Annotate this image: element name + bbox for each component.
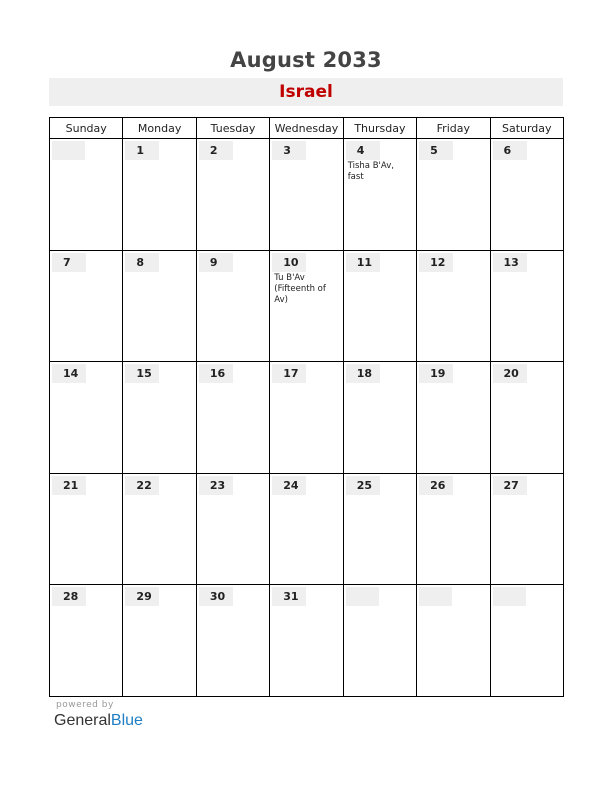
day-cell [343, 473, 416, 585]
weekday-wednesday: Wednesday [270, 118, 343, 139]
day-cell [196, 585, 269, 697]
weekday-thursday: Thursday [343, 118, 416, 139]
day-cell [417, 362, 490, 474]
day-number: 30 [199, 587, 233, 606]
day-number: 15 [125, 364, 159, 383]
day-number: 28 [52, 587, 86, 606]
weekday-friday: Friday [417, 118, 490, 139]
day-cell [417, 585, 490, 697]
day-number: 8 [125, 253, 159, 272]
day-number: 13 [493, 253, 527, 272]
calendar-title: August 2033 [230, 48, 382, 72]
day-number: 2 [199, 141, 233, 160]
generalblue-logo[interactable] [54, 712, 143, 730]
day-number: 18 [346, 364, 380, 383]
weekday-sunday: Sunday [50, 118, 123, 139]
day-number: 1 [125, 141, 159, 160]
day-number: 16 [199, 364, 233, 383]
weekday-tuesday: Tuesday [196, 118, 269, 139]
week-row [50, 585, 564, 697]
day-cell [50, 250, 123, 362]
day-cell [123, 473, 196, 585]
day-number: 29 [125, 587, 159, 606]
day-cell [196, 250, 269, 362]
day-cell [270, 250, 343, 362]
day-number: 10 [272, 253, 306, 272]
day-cell [50, 139, 123, 251]
day-cell [123, 250, 196, 362]
day-number: 31 [272, 587, 306, 606]
week-row [50, 473, 564, 585]
day-cell [343, 250, 416, 362]
day-number: 25 [346, 476, 380, 495]
day-cell [123, 585, 196, 697]
week-row [50, 362, 564, 474]
day-number [419, 587, 452, 606]
day-cell [196, 473, 269, 585]
day-number [493, 587, 526, 606]
day-cell [490, 139, 563, 251]
country-band [49, 78, 563, 106]
day-cell [417, 250, 490, 362]
day-number [346, 587, 379, 606]
day-number: 3 [272, 141, 306, 160]
day-cell [196, 139, 269, 251]
holiday-label: Tu B'Av (Fifteenth of Av) [274, 272, 326, 305]
day-cell [417, 473, 490, 585]
day-cell [343, 362, 416, 474]
day-number: 20 [493, 364, 527, 383]
calendar-grid [49, 117, 564, 697]
day-number: 6 [493, 141, 527, 160]
day-cell [50, 362, 123, 474]
day-number: 17 [272, 364, 306, 383]
day-cell [270, 473, 343, 585]
powered-by-text: powered by [56, 700, 114, 710]
day-cell [343, 585, 416, 697]
day-number: 19 [419, 364, 453, 383]
logo-blue: Blue [110, 712, 143, 729]
holiday-label: Tisha B'Av, fast [347, 161, 394, 182]
day-number: 27 [493, 476, 527, 495]
calendar-body [50, 139, 564, 697]
day-number: 4 [346, 141, 380, 160]
day-number: 21 [52, 476, 86, 495]
day-cell [123, 362, 196, 474]
day-number: 12 [419, 253, 453, 272]
day-number: 9 [199, 253, 233, 272]
weekday-saturday: Saturday [490, 118, 563, 139]
day-cell [50, 473, 123, 585]
day-cell [270, 362, 343, 474]
logo-general: General [54, 712, 111, 729]
day-number: 23 [199, 476, 233, 495]
day-cell [490, 362, 563, 474]
day-cell [343, 139, 416, 251]
day-number: 14 [52, 364, 86, 383]
day-cell [50, 585, 123, 697]
week-row [50, 250, 564, 362]
day-number: 22 [125, 476, 159, 495]
day-number [52, 141, 85, 160]
day-cell [490, 585, 563, 697]
day-cell [270, 585, 343, 697]
day-number: 11 [346, 253, 380, 272]
week-row [50, 139, 564, 251]
day-number: 7 [52, 253, 86, 272]
day-cell [123, 139, 196, 251]
day-cell [270, 139, 343, 251]
day-cell [417, 139, 490, 251]
day-cell [196, 362, 269, 474]
weekday-monday: Monday [123, 118, 196, 139]
weekday-header-row [50, 118, 564, 139]
day-number: 5 [419, 141, 453, 160]
day-cell [490, 250, 563, 362]
day-cell [490, 473, 563, 585]
country-label: Israel [279, 82, 333, 102]
day-number: 24 [272, 476, 306, 495]
day-number: 26 [419, 476, 453, 495]
